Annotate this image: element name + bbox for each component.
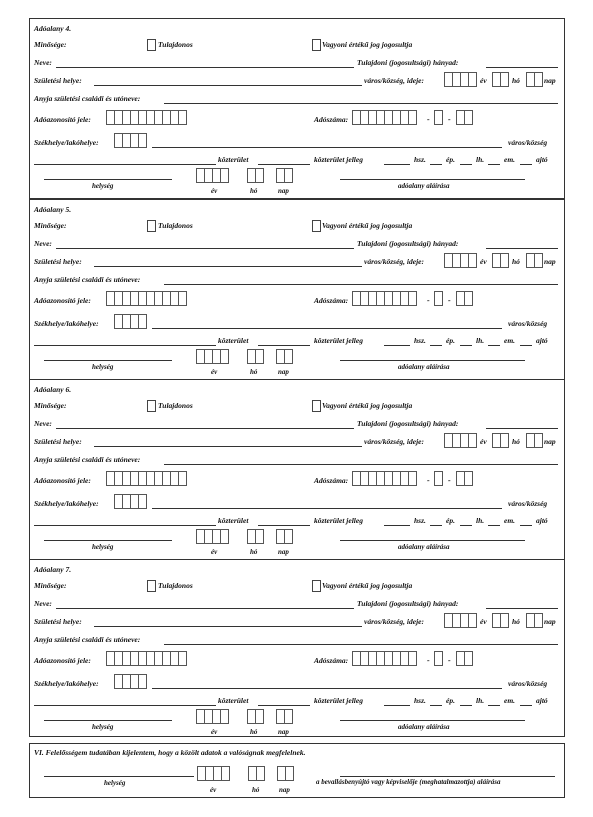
sign-month-boxes[interactable] (247, 349, 264, 364)
footer-month-boxes[interactable] (248, 766, 265, 781)
birth-date-label: város/község, ideje: (364, 617, 424, 626)
building-field[interactable] (430, 515, 442, 526)
tax-number-label: Adószáma: (314, 476, 349, 485)
building-label: ép. (446, 516, 455, 525)
tax-number-label: Adószáma: (314, 296, 349, 305)
sign-year-boxes[interactable] (196, 709, 229, 724)
birth-date-label: város/község, ideje: (364, 437, 424, 446)
share-label: Tulajdoni (jogosultsági) hányad: (357, 419, 459, 428)
share-label: Tulajdoni (jogosultsági) hányad: (357, 239, 459, 248)
tax-number-dash: - (427, 476, 430, 485)
stairway-field[interactable] (460, 154, 472, 165)
floor-label: em. (504, 155, 516, 164)
right-holder-checkbox[interactable] (312, 580, 321, 592)
tax-number-vat-box[interactable] (434, 110, 443, 125)
month-label: hó (512, 257, 520, 266)
birthplace-label: Születési helye: (34, 257, 82, 266)
city-label: város/község (508, 319, 548, 328)
tax-number-label: Adószáma: (314, 656, 349, 665)
mother-name-field[interactable] (164, 274, 558, 285)
birth-day-boxes[interactable] (526, 433, 543, 448)
share-field[interactable] (486, 57, 558, 68)
owner-checkbox[interactable] (147, 580, 156, 592)
postcode-boxes[interactable] (114, 314, 147, 329)
share-label: Tulajdoni (jogosultsági) hányad: (357, 58, 459, 67)
tax-number-boxes[interactable] (352, 651, 417, 666)
sign-year-label: év (211, 548, 218, 556)
stairway-label: lh. (476, 155, 485, 164)
door-label: ajtó (536, 155, 548, 164)
year-label: év (480, 257, 487, 266)
floor-label: em. (504, 516, 516, 525)
city-field[interactable] (152, 318, 502, 329)
share-label: Tulajdoni (jogosultsági) hányad: (357, 599, 459, 608)
year-label: év (480, 437, 487, 446)
mother-name-field[interactable] (164, 634, 558, 645)
taxpayer-section (29, 18, 565, 199)
tax-number-vat-box[interactable] (434, 471, 443, 486)
building-label: ép. (446, 336, 455, 345)
street-field[interactable] (34, 695, 216, 706)
birth-day-boxes[interactable] (526, 613, 543, 628)
sign-day-label: nap (278, 187, 289, 195)
footer-year-boxes[interactable] (197, 766, 230, 781)
sign-place-field[interactable] (44, 350, 172, 361)
door-field[interactable] (520, 515, 532, 526)
sign-month-label: hó (250, 728, 258, 736)
birthplace-label: Születési helye: (34, 437, 82, 446)
name-label: Neve: (34, 239, 52, 248)
tax-id-boxes[interactable] (106, 110, 187, 125)
day-label: nap (544, 76, 556, 85)
tax-number-dash: - (427, 115, 430, 124)
street-label: közterület (218, 336, 249, 345)
postcode-boxes[interactable] (114, 494, 147, 509)
sign-day-boxes[interactable] (276, 709, 293, 724)
birthplace-label: Születési helye: (34, 617, 82, 626)
mother-name-label: Anyja születési családi és utóneve: (34, 275, 141, 284)
taxpayer-section (29, 199, 565, 380)
stairway-field[interactable] (460, 515, 472, 526)
name-field[interactable] (56, 418, 354, 429)
footer-day-label: nap (279, 786, 290, 794)
tax-number-county-boxes[interactable] (456, 110, 473, 125)
street-label: közterület (218, 696, 249, 705)
birth-date-label: város/község, ideje: (364, 257, 424, 266)
street-field[interactable] (34, 154, 216, 165)
mother-name-label: Anyja születési családi és utóneve: (34, 94, 141, 103)
city-label: város/község (508, 138, 548, 147)
right-holder-label: Vagyoni értékű jog jogosultja (322, 221, 413, 230)
share-field[interactable] (486, 418, 558, 429)
owner-checkbox[interactable] (147, 220, 156, 232)
tax-number-vat-box[interactable] (434, 651, 443, 666)
sign-day-label: nap (278, 368, 289, 376)
right-holder-checkbox[interactable] (312, 220, 321, 232)
stairway-field[interactable] (460, 335, 472, 346)
birthplace-field[interactable] (94, 616, 362, 627)
sign-month-label: hó (250, 368, 258, 376)
month-label: hó (512, 617, 520, 626)
quality-label: Minősége: (34, 581, 67, 590)
birth-year-boxes[interactable] (444, 72, 477, 87)
door-field[interactable] (520, 695, 532, 706)
quality-label: Minősége: (34, 40, 67, 49)
owner-label: Tulajdonos (158, 401, 193, 410)
declaration-section (29, 743, 565, 798)
tax-number-boxes[interactable] (352, 110, 417, 125)
section-title: Adóalany 4. (34, 24, 72, 33)
quality-label: Minősége: (34, 401, 67, 410)
floor-field[interactable] (488, 695, 500, 706)
house-number-label: hsz. (414, 696, 426, 705)
birthplace-field[interactable] (94, 256, 362, 267)
footer-day-boxes[interactable] (277, 766, 294, 781)
street-type-label: közterület jelleg (314, 155, 363, 164)
sign-day-boxes[interactable] (276, 349, 293, 364)
street-label: közterület (218, 516, 249, 525)
birth-date-label: város/község, ideje: (364, 76, 424, 85)
mother-name-field[interactable] (164, 93, 558, 104)
name-label: Neve: (34, 58, 52, 67)
tax-number-boxes[interactable] (352, 291, 417, 306)
sign-year-boxes[interactable] (196, 349, 229, 364)
birthplace-label: Születési helye: (34, 76, 82, 85)
tax-number-dash: - (448, 656, 451, 665)
sign-day-boxes[interactable] (276, 168, 293, 183)
city-field[interactable] (152, 498, 502, 509)
stairway-field[interactable] (460, 695, 472, 706)
building-label: ép. (446, 155, 455, 164)
house-number-label: hsz. (414, 516, 426, 525)
sign-year-label: év (211, 187, 218, 195)
birth-month-boxes[interactable] (492, 253, 509, 268)
mother-name-field[interactable] (164, 454, 558, 465)
tax-id-boxes[interactable] (106, 651, 187, 666)
house-number-label: hsz. (414, 336, 426, 345)
owner-label: Tulajdonos (158, 40, 193, 49)
sign-year-label: év (211, 728, 218, 736)
tax-number-boxes[interactable] (352, 471, 417, 486)
building-label: ép. (446, 696, 455, 705)
name-field[interactable] (56, 57, 354, 68)
sign-place-field[interactable] (44, 169, 172, 180)
street-type-field[interactable] (258, 335, 310, 346)
tax-id-label: Adóazonosító jele: (34, 296, 91, 305)
birth-month-boxes[interactable] (492, 433, 509, 448)
birthplace-field[interactable] (94, 436, 362, 447)
floor-field[interactable] (488, 154, 500, 165)
sign-place-label: helység (92, 543, 114, 551)
street-type-label: közterület jelleg (314, 336, 363, 345)
sign-month-boxes[interactable] (247, 709, 264, 724)
sign-place-label: helység (92, 363, 114, 371)
tax-number-dash: - (427, 656, 430, 665)
month-label: hó (512, 76, 520, 85)
tax-number-county-boxes[interactable] (456, 291, 473, 306)
share-field[interactable] (486, 238, 558, 249)
footer-signature-label: a bevallásbenyújtó vagy képviselője (meghatalmazottja) aláírása (316, 778, 501, 786)
tax-number-dash: - (427, 296, 430, 305)
stairway-label: lh. (476, 336, 485, 345)
street-type-field[interactable] (258, 695, 310, 706)
quality-label: Minősége: (34, 221, 67, 230)
owner-checkbox[interactable] (147, 39, 156, 51)
name-label: Neve: (34, 419, 52, 428)
house-number-field[interactable] (384, 154, 410, 165)
taxpayer-signature-label: adóalany aláírása (398, 543, 450, 551)
sign-year-boxes[interactable] (196, 529, 229, 544)
footer-place-label: helység (104, 779, 126, 787)
tax-id-label: Adóazonosító jele: (34, 656, 91, 665)
share-field[interactable] (486, 598, 558, 609)
street-field[interactable] (34, 515, 216, 526)
tax-number-label: Adószáma: (314, 115, 349, 124)
house-number-field[interactable] (384, 515, 410, 526)
birth-year-boxes[interactable] (444, 613, 477, 628)
section-title: Adóalany 7. (34, 565, 72, 574)
footer-year-label: év (210, 786, 217, 794)
taxpayer-section (29, 559, 565, 737)
sign-month-label: hó (250, 548, 258, 556)
taxpayer-signature-label: adóalany aláírása (398, 182, 450, 190)
sign-place-label: helység (92, 182, 114, 190)
sign-year-boxes[interactable] (196, 168, 229, 183)
door-label: ajtó (536, 336, 548, 345)
birthplace-field[interactable] (94, 75, 362, 86)
right-holder-checkbox[interactable] (312, 39, 321, 51)
footer-place-field[interactable] (44, 766, 194, 777)
birth-year-boxes[interactable] (444, 253, 477, 268)
mother-name-label: Anyja születési családi és utóneve: (34, 455, 141, 464)
sign-day-label: nap (278, 728, 289, 736)
taxpayer-signature-field[interactable] (340, 710, 525, 721)
street-field[interactable] (34, 335, 216, 346)
tax-number-dash: - (448, 296, 451, 305)
street-type-label: közterület jelleg (314, 696, 363, 705)
stairway-label: lh. (476, 516, 485, 525)
tax-number-county-boxes[interactable] (456, 651, 473, 666)
right-holder-label: Vagyoni értékű jog jogosultja (322, 40, 413, 49)
day-label: nap (544, 617, 556, 626)
building-field[interactable] (430, 154, 442, 165)
sign-month-label: hó (250, 187, 258, 195)
birth-month-boxes[interactable] (492, 613, 509, 628)
right-holder-label: Vagyoni értékű jog jogosultja (322, 581, 413, 590)
floor-label: em. (504, 696, 516, 705)
building-field[interactable] (430, 335, 442, 346)
floor-label: em. (504, 336, 516, 345)
month-label: hó (512, 437, 520, 446)
footer-month-label: hó (252, 786, 260, 794)
name-field[interactable] (56, 598, 354, 609)
address-label: Székhelye/lakóhelye: (34, 319, 99, 328)
door-label: ajtó (536, 696, 548, 705)
mother-name-label: Anyja születési családi és utóneve: (34, 635, 141, 644)
street-type-label: közterület jelleg (314, 516, 363, 525)
sign-year-label: év (211, 368, 218, 376)
day-label: nap (544, 257, 556, 266)
day-label: nap (544, 437, 556, 446)
taxpayer-signature-label: adóalany aláírása (398, 363, 450, 371)
house-number-field[interactable] (384, 695, 410, 706)
tax-number-vat-box[interactable] (434, 291, 443, 306)
section-title: Adóalany 5. (34, 205, 72, 214)
street-label: közterület (218, 155, 249, 164)
postcode-boxes[interactable] (114, 133, 147, 148)
tax-number-dash: - (448, 115, 451, 124)
stairway-label: lh. (476, 696, 485, 705)
owner-label: Tulajdonos (158, 581, 193, 590)
tax-id-label: Adóazonosító jele: (34, 115, 91, 124)
owner-label: Tulajdonos (158, 221, 193, 230)
tax-id-boxes[interactable] (106, 291, 187, 306)
sign-month-boxes[interactable] (247, 168, 264, 183)
sign-place-field[interactable] (44, 710, 172, 721)
sign-day-label: nap (278, 548, 289, 556)
tax-id-label: Adóazonosító jele: (34, 476, 91, 485)
door-field[interactable] (520, 335, 532, 346)
address-label: Székhelye/lakóhelye: (34, 499, 99, 508)
address-label: Székhelye/lakóhelye: (34, 138, 99, 147)
birth-day-boxes[interactable] (526, 253, 543, 268)
door-field[interactable] (520, 154, 532, 165)
tax-id-boxes[interactable] (106, 471, 187, 486)
right-holder-checkbox[interactable] (312, 400, 321, 412)
postcode-boxes[interactable] (114, 674, 147, 689)
floor-field[interactable] (488, 515, 500, 526)
city-label: város/község (508, 679, 548, 688)
house-number-label: hsz. (414, 155, 426, 164)
year-label: év (480, 617, 487, 626)
tax-number-dash: - (448, 476, 451, 485)
right-holder-label: Vagyoni értékű jog jogosultja (322, 401, 413, 410)
year-label: év (480, 76, 487, 85)
name-field[interactable] (56, 238, 354, 249)
city-field[interactable] (152, 678, 502, 689)
city-field[interactable] (152, 137, 502, 148)
building-field[interactable] (430, 695, 442, 706)
taxpayer-section (29, 379, 565, 560)
taxpayer-signature-field[interactable] (340, 350, 525, 361)
sign-place-label: helység (92, 723, 114, 731)
house-number-field[interactable] (384, 335, 410, 346)
address-label: Székhelye/lakóhelye: (34, 679, 99, 688)
birth-year-boxes[interactable] (444, 433, 477, 448)
owner-checkbox[interactable] (147, 400, 156, 412)
sign-month-boxes[interactable] (247, 529, 264, 544)
taxpayer-signature-label: adóalany aláírása (398, 723, 450, 731)
birth-day-boxes[interactable] (526, 72, 543, 87)
declaration-text: VI. Felelősségem tudatában kijelentem, hogy a közölt adatok a valóságnak megfelelnek. (34, 748, 306, 757)
floor-field[interactable] (488, 335, 500, 346)
birth-month-boxes[interactable] (492, 72, 509, 87)
street-type-field[interactable] (258, 515, 310, 526)
taxpayer-signature-field[interactable] (340, 169, 525, 180)
section-title: Adóalany 6. (34, 385, 72, 394)
street-type-field[interactable] (258, 154, 310, 165)
city-label: város/község (508, 499, 548, 508)
door-label: ajtó (536, 516, 548, 525)
name-label: Neve: (34, 599, 52, 608)
tax-number-county-boxes[interactable] (456, 471, 473, 486)
sign-place-field[interactable] (44, 530, 172, 541)
taxpayer-signature-field[interactable] (340, 530, 525, 541)
sign-day-boxes[interactable] (276, 529, 293, 544)
